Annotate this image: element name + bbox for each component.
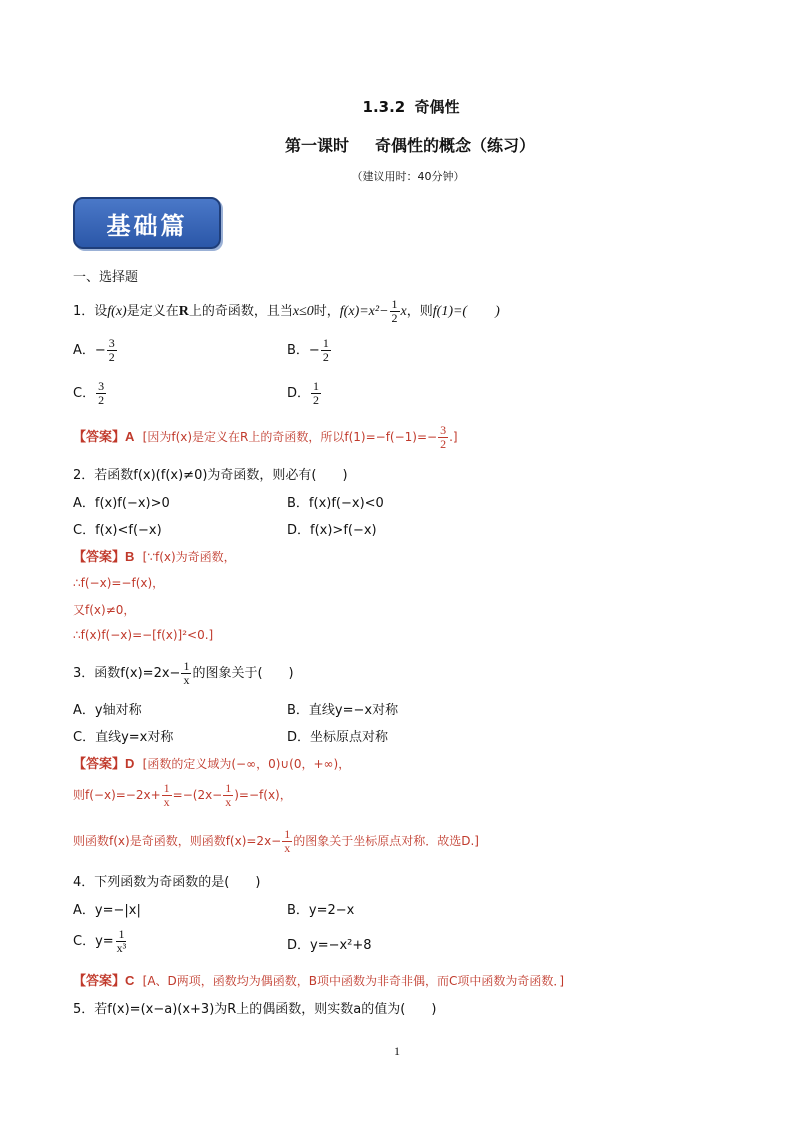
q4-answer: 【答案】C [A、D两项，函数均为偶函数，B项中函数为非奇非偶，而C项中函数为奇函数．] [73,973,565,988]
q2-answer-line-3: 又f(x)≠0， [73,603,136,617]
section-name: 奇偶性 [414,98,460,116]
q3-option-b: B．直线y=−x对称 [287,703,399,718]
time-note: （建议用时：40分钟） [351,170,465,183]
q3-answer-line-2: 则f(−x)=−2x+ $\frac{1}{x}$ =−(2x− $\frac{1}{x}$ )=−f(x)， [73,781,292,809]
q3-answer: 【答案】D [函数的定义域为(−∞，0)∪(0，+∞)， [73,756,351,771]
q3-option-a: A．y轴对称 [73,703,142,718]
q1-option-a: A．− $\frac{3}{2}$ [73,336,115,364]
basics-badge: 基础篇 [73,197,221,249]
q2-option-d: D．f(x)>f(−x) [287,523,377,538]
q3-option-c: C．直线y=x对称 [73,730,174,745]
q4-option-b: B．y=2−x [287,903,355,918]
q4-option-d: D．y=−x²+8 [287,938,372,953]
q3-answer-line-3: 则函数f(x)是奇函数，则函数f(x)=2x− $\frac{1}{x}$ 的图象关于坐标原点对称．故选D.] [73,827,479,855]
section-title [0,96,794,117]
q2-option-c: C．f(x)<f(−x) [73,523,162,538]
q1-option-d: D． $\frac{1}{2}$ [287,379,320,407]
question-4-stem: 4．下列函数为奇函数的是( ) [73,875,261,890]
fraction: $\frac{1}{2}$ [391,297,398,325]
q1-option-c: C． $\frac{3}{2}$ [73,379,105,407]
question-3-stem: 3．函数f(x)=2x− $\frac{1}{x}$ 的图象关于( ) [73,659,294,687]
page-number: 1 [394,1044,400,1058]
lesson-title [0,133,794,156]
q4-option-c: C．y= $\frac{1}{\text{x³}}$ [73,927,127,955]
question-1-stem: 1．设f(x)是定义在R上的奇函数，且当x≤0时，f(x)=x²− $\frac{1}{2}$ x，则f(1)=( ) [73,297,500,325]
q2-answer: 【答案】B [∵f(x)为奇函数， [73,549,236,564]
part-heading: 一、选择题 [73,270,139,285]
question-2-stem: 2．若函数f(x)(f(x)≠0)为奇函数，则必有( ) [73,468,348,483]
q2-answer-line-2: ∴f(−x)=−f(x)， [73,576,165,590]
section-number: 1.3.2 [362,98,406,116]
q2-answer-line-4: ∴f(x)f(−x)=−[f(x)]²<0.] [73,628,214,642]
q4-option-a: A．y=−|x| [73,903,141,918]
q2-option-a: A．f(x)f(−x)>0 [73,496,170,511]
lesson-label: 第一课时 [284,136,349,155]
q1-answer: 【答案】A [因为f(x)是定义在R上的奇函数，所以f(1)=−f(−1)=− $\frac{3}{2}$ .] [73,423,458,451]
q2-option-b: B．f(x)f(−x)<0 [287,496,384,511]
question-5-stem: 5．若f(x)=(x−a)(x+3)为R上的偶函数，则实数a的值为( ) [73,1002,437,1017]
q1-option-b: B．− $\frac{1}{2}$ [287,336,329,364]
q3-option-d: D．坐标原点对称 [287,730,389,745]
lesson-name: 奇偶性的概念（练习） [375,136,536,155]
